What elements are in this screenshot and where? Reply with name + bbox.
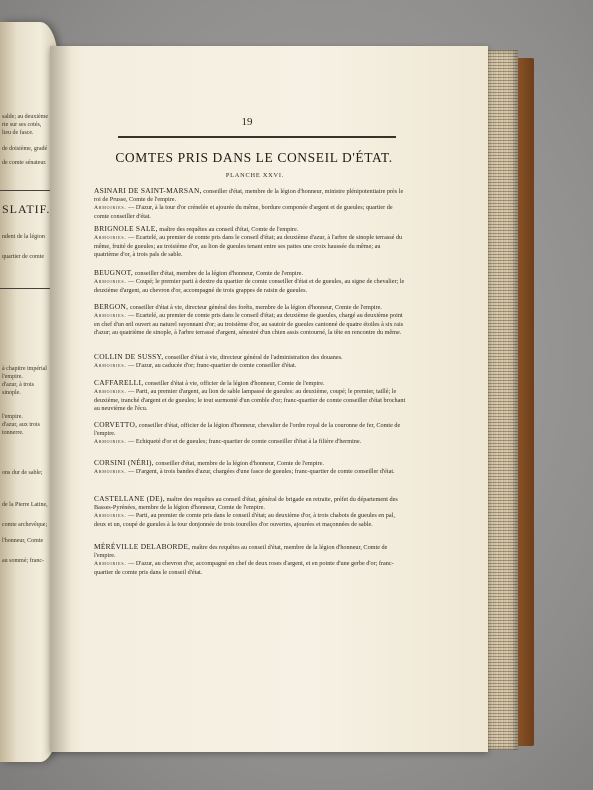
entry-description: maître des requêtes au conseil d'état, général de brigade en retraite, préfet du département des Basses-Pyrénées, membre de la légion d'honneur, Comte de l'empire. bbox=[94, 496, 398, 512]
arms-text: — Ecartelé, au premier de comte pris dans le conseil d'état; au deuxième de gueules, chargé au deuxième point en chef d'un œil ouvert au naturel rayonnant d'or; au troisième d'or, au sautoir de gueules cantonné de quatre étoiles à six rais d'azur; au quatrième de sinople, à l'arbre terrassé d'argent, sénestré d'un chien assis contourné, la tête en rencontre du même. bbox=[94, 312, 404, 336]
arms-text: — Coupé; le premier parti à dextre du quartier de comte conseiller d'état et de gueules, au signe de chevalier; le deuxième d'argent, au chevron d'or, accompagné de trois grappes de raisin de gueules. bbox=[94, 278, 405, 294]
entry-description: conseiller d'état à vie, directeur général de l'administration des douanes. bbox=[164, 354, 343, 361]
arms-label: Armoiries. bbox=[94, 439, 127, 446]
entry-name: COLLIN DE SUSSY, bbox=[94, 352, 164, 361]
entry bbox=[94, 268, 406, 295]
left-page-text: au sommé; franc- bbox=[2, 558, 44, 564]
entry-description: conseiller d'état, membre de la légion d'honneur, ministre plénipotentiaire près le roi de Prusse, Comte de l'empire. bbox=[94, 188, 404, 204]
left-page-text: ndent de la légion bbox=[2, 234, 45, 240]
plate-label: PLANCHE XXVI. bbox=[225, 172, 285, 179]
left-page-text: quartier de comte bbox=[2, 254, 44, 260]
arms-text: — Parti, au premier d'argent, au lion de sable lampassé de gueules: au deuxième, coupé; le premier, taillé; le deuxième, tranché d'argent et de gueules; le tout surmonté d'un comble d'or; franc-quartier de comte conseiller d'état brochant au neuvième de l'écu. bbox=[94, 388, 406, 412]
gutter-shadow bbox=[50, 46, 72, 752]
entry bbox=[94, 458, 406, 477]
left-page-text: comte archevêque; bbox=[2, 522, 48, 528]
entry-name: BEUGNOT, bbox=[94, 268, 134, 277]
entry bbox=[94, 542, 406, 577]
left-page-text: rte sur ses cotés, bbox=[2, 122, 42, 128]
entry-description: conseiller d'état, membre de la légion d'honneur, Comte de l'empire. bbox=[134, 270, 303, 277]
arms-label: Armoiries. bbox=[94, 561, 127, 568]
entry-description: conseiller d'état, officier de la légion d'honneur, chevalier de l'ordre royal de la couronne de fer, Comte de l'empire. bbox=[94, 422, 401, 438]
entry-name: BERGON, bbox=[94, 302, 129, 311]
arms-label: Armoiries. bbox=[94, 469, 127, 476]
arms-text: — D'azur, à la tour d'or crénelée et ajourée du même, bordure componée d'argent et de gueules; quartier de comte conseiller d'état. bbox=[94, 204, 393, 220]
arms-text: — Echiqueté d'or et de gueules; franc-quartier de comte conseiller d'état à la filière d'hermine. bbox=[128, 438, 362, 446]
left-page-text: salde; au deuxième bbox=[2, 114, 48, 120]
entry-name: CAFFARELLI, bbox=[94, 378, 144, 387]
page-edges bbox=[484, 50, 518, 750]
entry bbox=[94, 378, 406, 413]
left-page-rule bbox=[0, 190, 50, 191]
left-page-text: l'honneur, Comte bbox=[2, 538, 44, 544]
left-page-text: à chapitre impérial bbox=[2, 366, 47, 372]
entry-name: ASINARI DE SAINT-MARSAN, bbox=[94, 186, 202, 195]
arms-text: — D'azur, au caducée d'or; franc-quartier de comte conseiller d'état. bbox=[128, 362, 297, 370]
entry-description: conseiller d'état à vie, directeur général des forêts, membre de la légion d'honneur, Comte de l'empire. bbox=[129, 304, 382, 311]
arms-label: Armoiries. bbox=[94, 235, 127, 242]
arms-label: Armoiries. bbox=[94, 513, 127, 520]
header-rule bbox=[118, 136, 396, 138]
entry-name: CORSINI (NÉRI), bbox=[94, 458, 154, 467]
entry-name: CORVETTO, bbox=[94, 420, 138, 429]
arms-text: — Ecartelé, au premier de comte pris dans le conseil d'état; au deuxième d'azur, à l'arbre de sinople terrassé du même, fruité de gueules; au troisième d'or, au lion de gueules tenant entre ses pattes une croix haussée du même; au quatrième d'or, à trois pals de sable. bbox=[94, 234, 403, 258]
left-page-rule bbox=[0, 288, 50, 289]
entry-description: conseiller d'état, membre de la légion d'honneur, Comte de l'empire. bbox=[155, 460, 324, 467]
left-page-text: l'empire. bbox=[2, 374, 23, 380]
arms-label: Armoiries. bbox=[94, 363, 127, 370]
left-page-text: d'azur, aux trois bbox=[2, 422, 40, 428]
left-page-text: d'azur, à trois bbox=[2, 382, 34, 388]
left-page-text: sinople. bbox=[2, 390, 21, 396]
entry-description: conseiller d'état à vie, officier de la légion d'honneur, Comte de l'empire. bbox=[144, 380, 325, 387]
arms-text: — Parti, au premier de comte pris dans le conseil d'état; au deuxième d'or, à trois chabots de gueules en pal, deux et un, coupé de gueules à la tour donjonnée de trois tourelles d'or ouvertes, ajourées et maçonnées de sable. bbox=[94, 512, 395, 528]
left-page-heading: SLATIF. bbox=[2, 202, 51, 216]
page-heading: COMTES PRIS DANS LE CONSEIL D'ÉTAT. bbox=[115, 150, 393, 165]
left-page-text: de comte sénateur. bbox=[2, 160, 47, 166]
entry bbox=[94, 224, 406, 259]
arms-label: Armoiries. bbox=[94, 389, 127, 396]
entry-name: BRIGNOLE SALE, bbox=[94, 224, 158, 233]
arms-label: Armoiries. bbox=[94, 279, 127, 286]
arms-label: Armoiries. bbox=[94, 313, 127, 320]
left-page-text: de doisième, gradé bbox=[2, 146, 48, 152]
entry-name: MÉRÉVILLE DELABORDE, bbox=[94, 542, 191, 551]
entry bbox=[94, 420, 406, 447]
left-page-text: tonnerre. bbox=[2, 430, 24, 436]
left-page-text: l'empire. bbox=[2, 414, 23, 420]
entry bbox=[94, 494, 406, 529]
arms-text: — D'azur, au chevron d'or, accompagné en chef de deux roses d'argent, et en pointe d'une gerbe d'or; franc-quartier de comte pris dans le conseil d'état. bbox=[94, 560, 394, 576]
entry bbox=[94, 352, 406, 371]
entry bbox=[94, 186, 406, 221]
entry-description: maître des requêtes au conseil d'état, membre de la légion d'honneur, Comte de l'empire. bbox=[94, 544, 388, 560]
entry-description: maître des requêtes au conseil d'état, Comte de l'empire. bbox=[159, 226, 299, 233]
left-page-text: lieu de fasce. bbox=[2, 130, 34, 136]
entry-name: CASTELLANE (DE), bbox=[94, 494, 165, 503]
page-number: 19 bbox=[241, 116, 253, 128]
left-page-text: ons dur de sable; bbox=[2, 470, 43, 476]
left-page-text: de la Pierre Latine, bbox=[2, 502, 48, 508]
entry bbox=[94, 302, 406, 337]
arms-label: Armoiries. bbox=[94, 205, 127, 212]
arms-text: — D'argent, à trois bandes d'azur, chargées d'une fasce de gueules; franc-quartier de comte conseiller d'état. bbox=[128, 468, 395, 476]
